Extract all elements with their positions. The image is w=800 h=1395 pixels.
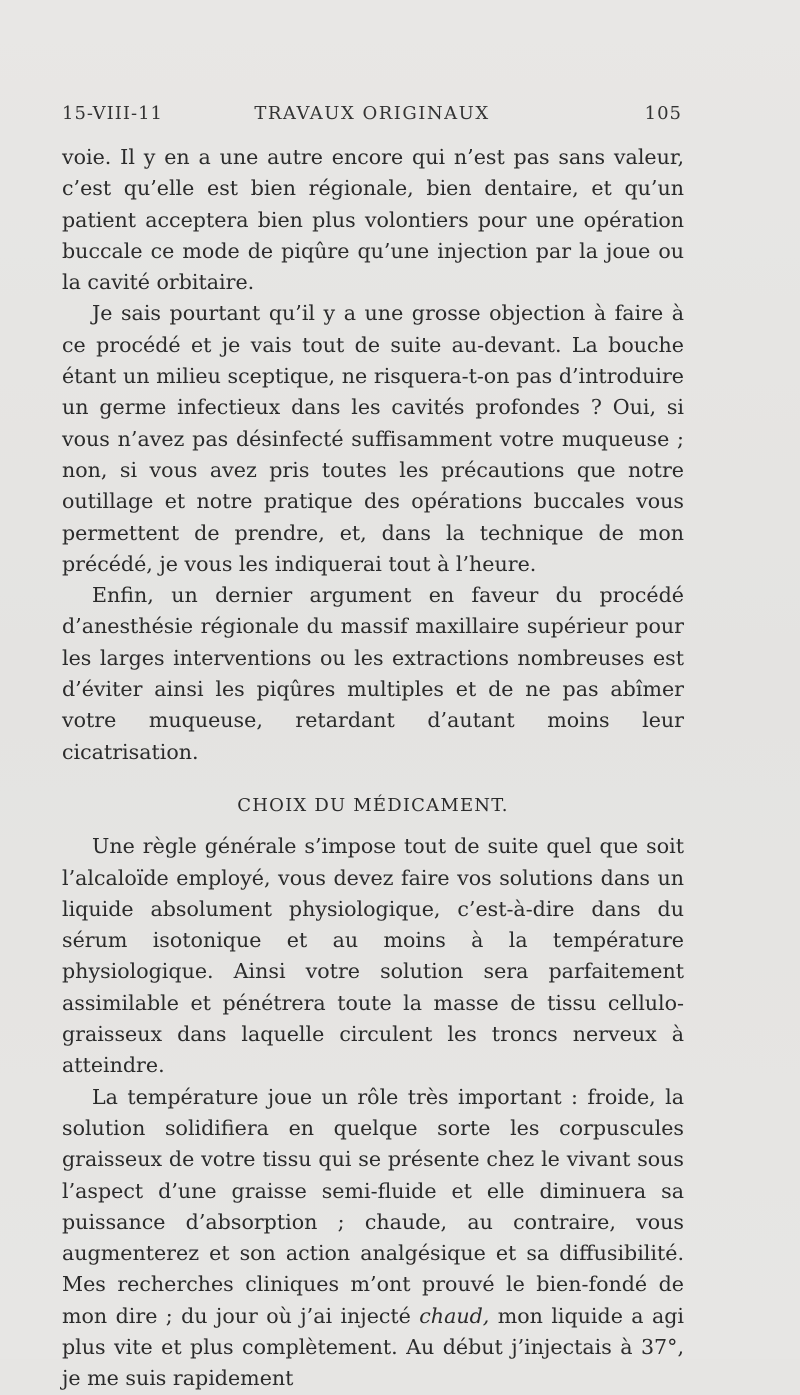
paragraph-text: mon liquide a agi plus vite et plus complètement. Au début j’injectais à 37°, je me suis rapidement: [62, 1303, 684, 1391]
paragraph: voie. Il y en a une autre encore qui n’est pas sans valeur, c’est qu’elle est bien régionale, bien dentaire, et qu’un patient acceptera bien plus volontiers pour une opération buccale ce mode de piqûre qu’une injection par la joue ou la cavité orbitaire.: [62, 145, 684, 295]
section-heading: CHOIX DU MÉDICAMENT.: [237, 794, 509, 816]
running-header: [62, 103, 682, 133]
body-text: [62, 142, 684, 1395]
italic-word: chaud,: [419, 1303, 490, 1328]
header-date: 15-VIII-11: [62, 103, 163, 124]
paragraph: [62, 1082, 684, 1395]
paragraph: Une règle générale s’impose tout de suite quel que soit l’alcaloïde employé, vous devez faire vos solutions dans un liquide absolument physiologique, c’est-à-dire dans du sérum isotonique et au moins à la température physiologique. Ainsi votre solution sera parfaitement assimilable et pénétrera toute la masse de tissu cellulo-graisseux dans laquelle circulent les troncs nerveux à atteindre.: [62, 834, 684, 1078]
paragraph: Je sais pourtant qu’il y a une grosse objection à faire à ce procédé et je vais tout de suite au-devant. La bouche étant un milieu sceptique, ne risquera-t-on pas d’introduire un germe infectieux dans les cavités profondes ? Oui, si vous n’avez pas désinfecté suffisamment votre muqueuse ; non, si vous avez pris toutes les précautions que notre outillage et notre pratique des opérations buccales vous permettent de prendre, et, dans la technique de mon précédé, je vous les indiquerai tout à l’heure.: [62, 301, 684, 576]
paragraph-text: La température joue un rôle très important : froide, la solution solidifiera en quelque sorte les corpuscules graisseux de votre tissu qui se présente chez le vivant sous l’aspect d’une graisse semi-fluide et elle diminuera sa puissance d’absorption ; chaude, au contraire, vous augmenterez et son action analgésique et sa diffusibilité. Mes recherches cliniques m’ont prouvé le bien-fondé de mon dire ; du jour où j’ai injecté: [62, 1084, 684, 1328]
header-title: TRAVAUX ORIGINAUX: [254, 103, 490, 124]
paragraph: Enfin, un dernier argument en faveur du procédé d’anesthésie régionale du massif maxillaire supérieur pour les larges interventions ou les extractions nombreuses est d’éviter ainsi les piqûres multiples et de ne pas abîmer votre muqueuse, retardant d’autant moins leur cicatrisation.: [62, 583, 684, 764]
page-number: 105: [644, 103, 682, 124]
